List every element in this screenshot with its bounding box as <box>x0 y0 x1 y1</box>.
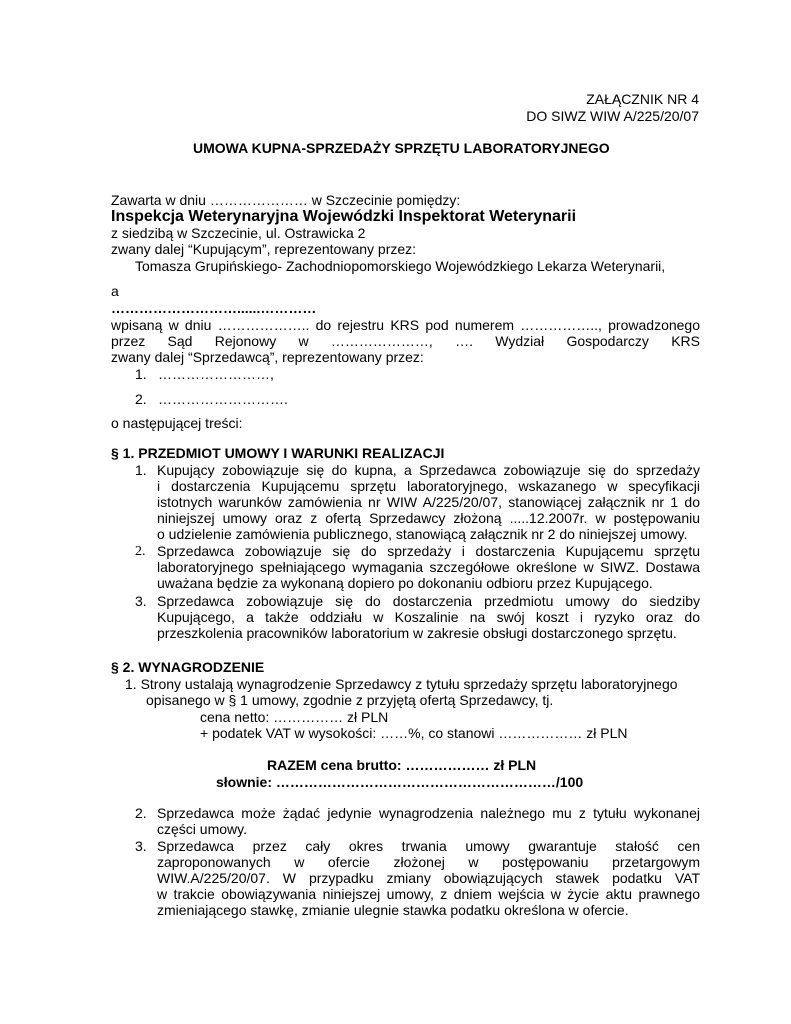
s1-item1-line: i dostarczenia Kupującemu sprzętu laboratoryjnego, wskazanego w specyfikacji <box>157 478 700 494</box>
s1-item1-number: 1. <box>135 462 147 478</box>
page-title: UMOWA KUPNA-SPRZEDAŻY SPRZĘTU LABORATORYJNEGO <box>193 140 610 156</box>
section1-heading: § 1. PRZEDMIOT UMOWY I WARUNKI REALIZACJI <box>111 445 445 461</box>
net-price-line: cena netto: …………… zł PLN <box>200 709 389 725</box>
s2-item2-number: 2. <box>135 805 147 821</box>
s1-item2-number: 2. <box>135 544 146 559</box>
s1-item1-line: o udzielenie zamówienia publicznego, stanowiącą załącznik nr 2 do niniejszej umowy. <box>157 526 688 542</box>
krs-line-1: wpisaną w dniu ……………….. do rejestru KRS pod numerem …………….., prowadzonego <box>111 317 700 333</box>
buyer-representative: Tomasza Grupińskiego- Zachodniopomorskiego Wojewódzkiego Lekarza Weterynarii, <box>135 258 666 274</box>
rep2-placeholder: ………………………. <box>158 391 288 407</box>
amount-in-words-line: słownie: ……………………………………………………/100 <box>216 774 584 790</box>
gross-total-line: RAZEM cena brutto: ……………… zł PLN <box>267 757 537 773</box>
contract-date-line: Zawarta w dniu ………………… w Szczecinie pomiędzy: <box>111 192 461 208</box>
rep2-number: 2. <box>135 391 147 407</box>
s2-item1-line1: 1. Strony ustalają wynagrodzenie Sprzedawcy z tytułu sprzedaży sprzętu laboratoryjnego <box>125 676 678 692</box>
krs-line-2: przez Sąd Rejonowy w …………………, …. Wydział Gospodarczy KRS <box>111 333 700 349</box>
attachment-label: ZAŁĄCZNIK NR 4 <box>586 91 699 107</box>
section2-heading: § 2. WYNAGRODZENIE <box>111 659 265 675</box>
s2-item3-line: Sprzedawca przez cały okres trwania umowy gwarantuje stałość cen <box>157 838 700 854</box>
and-label: a <box>111 283 119 299</box>
s2-item3-number: 3. <box>135 838 147 854</box>
seller-called: zwany dalej “Sprzedawcą”, reprezentowany przez: <box>111 349 424 365</box>
s1-item3-line: przeszkolenia pracowników laboratorium w zakresie obsługi dostarczonego sprzętu. <box>157 625 677 641</box>
s1-item1-line: istotnych warunków zamówienia nr WIW A/225/20/07, stanowiącej załącznik nr 1 do <box>157 494 700 510</box>
s2-item3-line: WIW.A/225/20/07. W przypadku zmiany obowiązujących stawek podatku VAT <box>157 870 700 886</box>
vat-line: + podatek VAT w wysokości: ……%, co stanowi ……………… zł PLN <box>200 725 628 741</box>
s2-item2-line: części umowy. <box>157 821 247 837</box>
s2-item1-line2: opisanego w § 1 umowy, zgodnie z przyjętą ofertą Sprzedawcy, tj. <box>146 692 554 708</box>
s2-item3-line: zmieniającego stawkę, zmianie ulegnie stawka podatku określona w ofercie. <box>157 902 629 918</box>
s2-item2-line: Sprzedawca może żądać jedynie wynagrodzenia należnego mu z tytułu wykonanej <box>157 805 700 821</box>
buyer-called: zwany dalej “Kupującym”, reprezentowany przez: <box>111 241 417 257</box>
s1-item2-line: Sprzedawca zobowiązuje się do sprzedaży i dostarczenia Kupującemu sprzętu <box>157 543 700 559</box>
s2-item3-line: zaproponowanych w ofercie złożonej w postępowaniu przetargowym <box>157 854 700 870</box>
content-intro: o następującej treści: <box>111 415 243 431</box>
seller-name-placeholder: ………………………......………… <box>111 300 317 316</box>
s1-item2-line: uważana będzie za wykonaną dopiero po dokonaniu odbioru przez Kupującego. <box>157 575 653 591</box>
buyer-name: Inspekcja Weterynaryjna Wojewódzki Inspektorat Weterynarii <box>111 208 577 225</box>
rep1-placeholder: ……………………, <box>158 366 274 382</box>
s1-item3-line: Sprzedawca zobowiązuje się do dostarczenia przedmiotu umowy do siedziby <box>157 593 700 609</box>
buyer-address: z siedzibą w Szczecinie, ul. Ostrawicka 2 <box>111 225 366 241</box>
siwz-reference: DO SIWZ WIW A/225/20/07 <box>526 108 699 124</box>
s1-item1-line: niniejszej umowy oraz z ofertą Sprzedawcy złożoną .....12.2007r. w postępowaniu <box>157 510 700 526</box>
s2-item3-line: w trakcie obowiązywania niniejszej umowy, z dniem wejścia w życie aktu prawnego <box>157 886 700 902</box>
rep1-number: 1. <box>135 366 147 382</box>
s1-item2-line: laboratoryjnego spełniającego wymagania szczegółowe określone w SIWZ. Dostawa <box>157 559 700 575</box>
s1-item3-line: Kupującego, a także oddziału w Koszalinie na swój koszt i ryzyko oraz do <box>157 609 700 625</box>
s1-item1-line: Kupujący zobowiązuje się do kupna, a Sprzedawca zobowiązuje się do sprzedaży <box>157 462 700 478</box>
s1-item3-number: 3. <box>135 593 147 609</box>
